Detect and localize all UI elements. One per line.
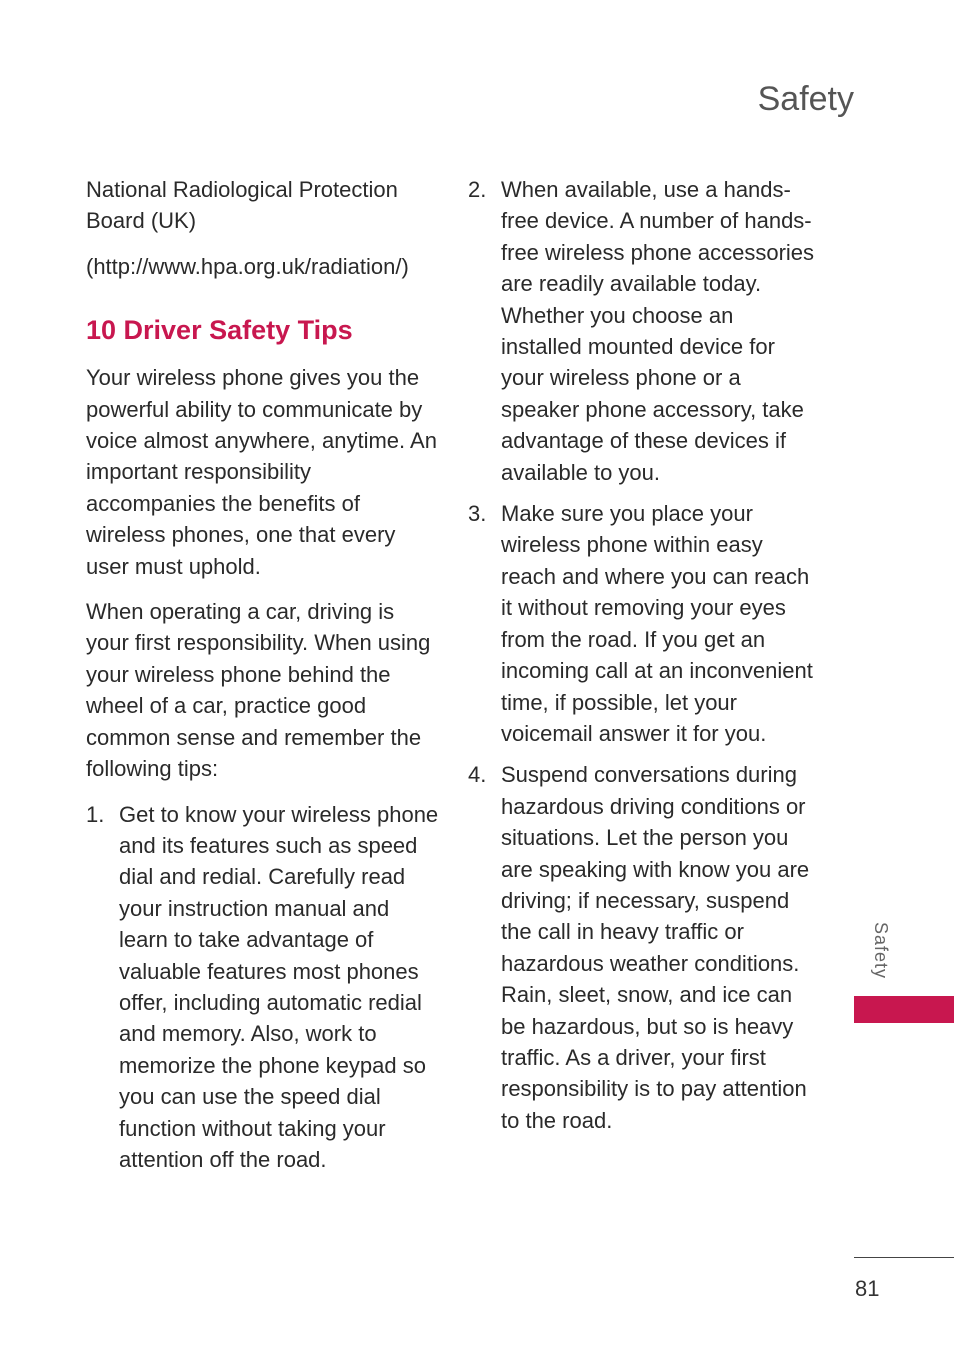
footer-divider	[854, 1257, 954, 1258]
intro-paragraph: Your wireless phone gives you the powerful ability to communicate by voice almost anywhere, anytime. An important responsibility accompanies the benefits of wireless phones, one that every user must uphold.	[86, 365, 437, 579]
page-number: 81	[855, 1276, 880, 1301]
operating-paragraph: When operating a car, driving is your first responsibility. When using your wireless phone behind the wheel of a car, practice good common sense and remember the following tips:	[86, 599, 431, 782]
tip-item-4	[468, 759, 820, 1136]
left-column	[86, 174, 441, 1185]
right-column	[468, 174, 820, 1146]
tip-number: 1.	[86, 801, 105, 827]
tip-number: 3.	[468, 501, 487, 527]
tip-item-3	[468, 498, 820, 749]
tip-text: When available, use a hands-free device. A number of hands-free wireless phone accessories are readily available today. Whether you choose an installed mounted device for your wireless phone or a speaker phone accessory, take advantage of these devices if available to you.	[501, 177, 815, 485]
page-title: Safety	[757, 80, 854, 118]
side-section-tab	[854, 996, 954, 1023]
tip-text: Make sure you place your wireless phone within easy reach and where you can reach it without removing your eyes from the road. If you get an incoming call at an inconvenient time, if possible, let your voicemail answer it for you.	[501, 501, 813, 746]
side-section-label: Safety	[871, 922, 891, 980]
org-url: (http://www.hpa.org.uk/radiation/)	[86, 253, 409, 279]
tip-item-1	[86, 799, 441, 1176]
section-heading: 10 Driver Safety Tips	[86, 315, 353, 346]
org-name: National Radiological Protection Board (UK)	[86, 177, 398, 234]
tip-item-2	[468, 174, 820, 488]
tip-number: 2.	[468, 177, 487, 202]
tip-text: Get to know your wireless phone and its features such as speed dial and redial. Carefully read your instruction manual and learn to take advantage of valuable features most phones offer, including automatic redial and memory. Also, work to memorize the phone keypad so you can use the speed dial function without taking your attention off the road.	[119, 801, 439, 1172]
tip-number: 4.	[468, 762, 487, 788]
tip-text: Suspend conversations during hazardous driving conditions or situations. Let the person you are speaking with know you are driving; if necessary, suspend the call in heavy traffic or hazardous weather conditions. Rain, sleet, snow, and ice can be hazardous, but so is heavy traffic. As a driver, your first responsibility is to pay attention to the road.	[501, 762, 810, 1133]
